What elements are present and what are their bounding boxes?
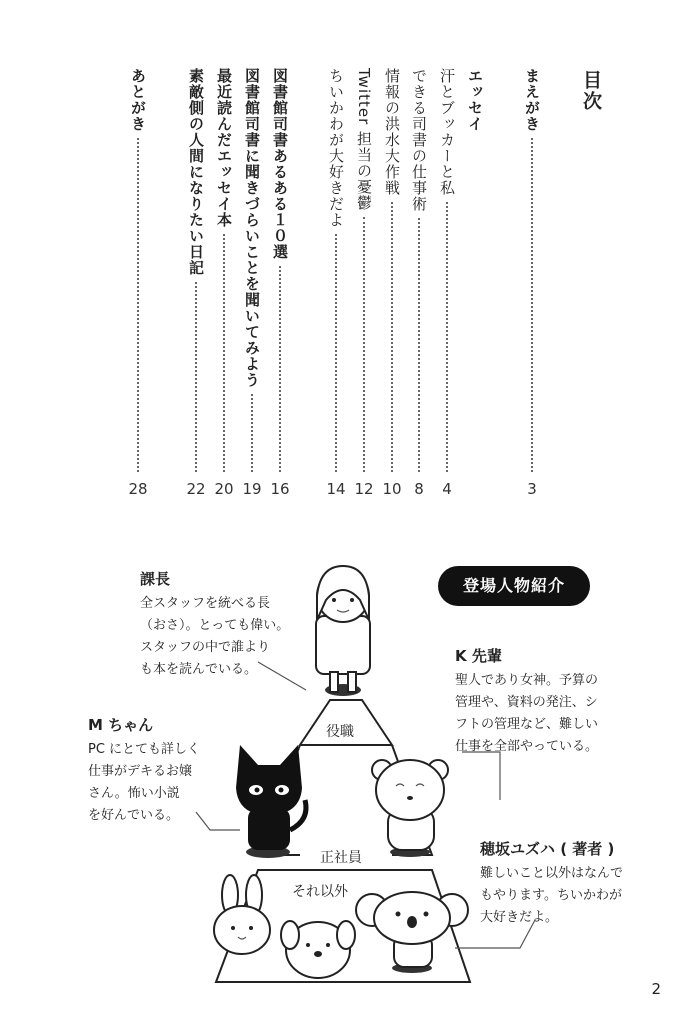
m-chan-cat-figure	[236, 745, 306, 858]
toc-entry-label: 図書館司書に聞きづらいことを聞いてみよう	[243, 68, 261, 388]
character-name: K 先輩	[455, 647, 502, 665]
toc-entry-label: 最近読んだエッセイ本	[215, 68, 233, 228]
character-m-chan	[88, 714, 200, 827]
character-desc: 全スタッフを統べる長 （おさ）。とっても偉い。 スタッフの中で誰より も本を読んでいる。	[140, 596, 290, 677]
rabbit-figure	[214, 875, 270, 954]
character-desc: PC にとても詳しく 仕事がデキるお嬢 さん。怖い小説 を好んでいる。	[88, 742, 201, 823]
toc-entry-page: 8	[414, 480, 424, 498]
toc-entry-label: できる司書の仕事術	[410, 68, 428, 212]
toc-entry-page: 4	[442, 480, 452, 498]
toc-entry-page: 3	[527, 480, 537, 498]
toc-entry-label: まえがき	[523, 68, 541, 132]
toc-entry-label: 情報の洪水大作戦	[383, 68, 401, 196]
toc-entry-label: Twitter 担当の憂鬱	[355, 68, 373, 212]
toc-entry-page: 20	[214, 480, 234, 498]
character-kacho	[140, 568, 289, 681]
toc-entry-label: 図書館司書あるある１０選	[271, 68, 289, 260]
kacho-figure	[316, 566, 370, 696]
toc-entry-label: 汗とブッカーと私	[438, 68, 456, 196]
character-desc: 聖人であり女神。予算の 管理や、資料の発注、シ フトの管理など、難しい 仕事を全部やっている。	[455, 673, 599, 754]
character-name: 課長	[140, 570, 171, 588]
toc-entry-page: 14	[326, 480, 346, 498]
character-hosaka	[480, 838, 623, 929]
toc-entry-page: 19	[242, 480, 262, 498]
toc-entry-page: 16	[270, 480, 290, 498]
toc-entry-page: 12	[354, 480, 374, 498]
toc-entry-page: 10	[382, 480, 402, 498]
tier-label-management: 役職	[326, 724, 354, 740]
toc-entry-label: ちいかわが大好きだよ	[327, 68, 345, 228]
toc-entry-page: 28	[128, 480, 148, 498]
toc-entry-label: エッセイ	[466, 68, 484, 132]
character-name: 穂坂ユズハ ( 著者 )	[480, 840, 615, 858]
toc-entry-label: あとがき	[129, 68, 147, 132]
tier-label-regular-staff: 正社員	[320, 850, 362, 866]
page-number: 2	[651, 980, 661, 998]
character-desc: 難しいこと以外はなんで もやります。ちいかわが 大好きだよ。	[480, 866, 624, 925]
k-senpai-bear-figure	[372, 760, 448, 857]
hosaka-koala-figure	[356, 892, 468, 973]
toc-entry-page: 22	[186, 480, 206, 498]
dog-figure	[281, 921, 355, 978]
section-badge: 登場人物紹介	[438, 566, 590, 606]
toc-entry-label: 素敵側の人間になりたい日記	[187, 68, 205, 276]
toc-title: 目次	[580, 70, 602, 112]
tier-label-others: それ以外	[292, 884, 348, 900]
character-name: M ちゃん	[88, 716, 154, 734]
character-k-senpai	[455, 645, 598, 758]
